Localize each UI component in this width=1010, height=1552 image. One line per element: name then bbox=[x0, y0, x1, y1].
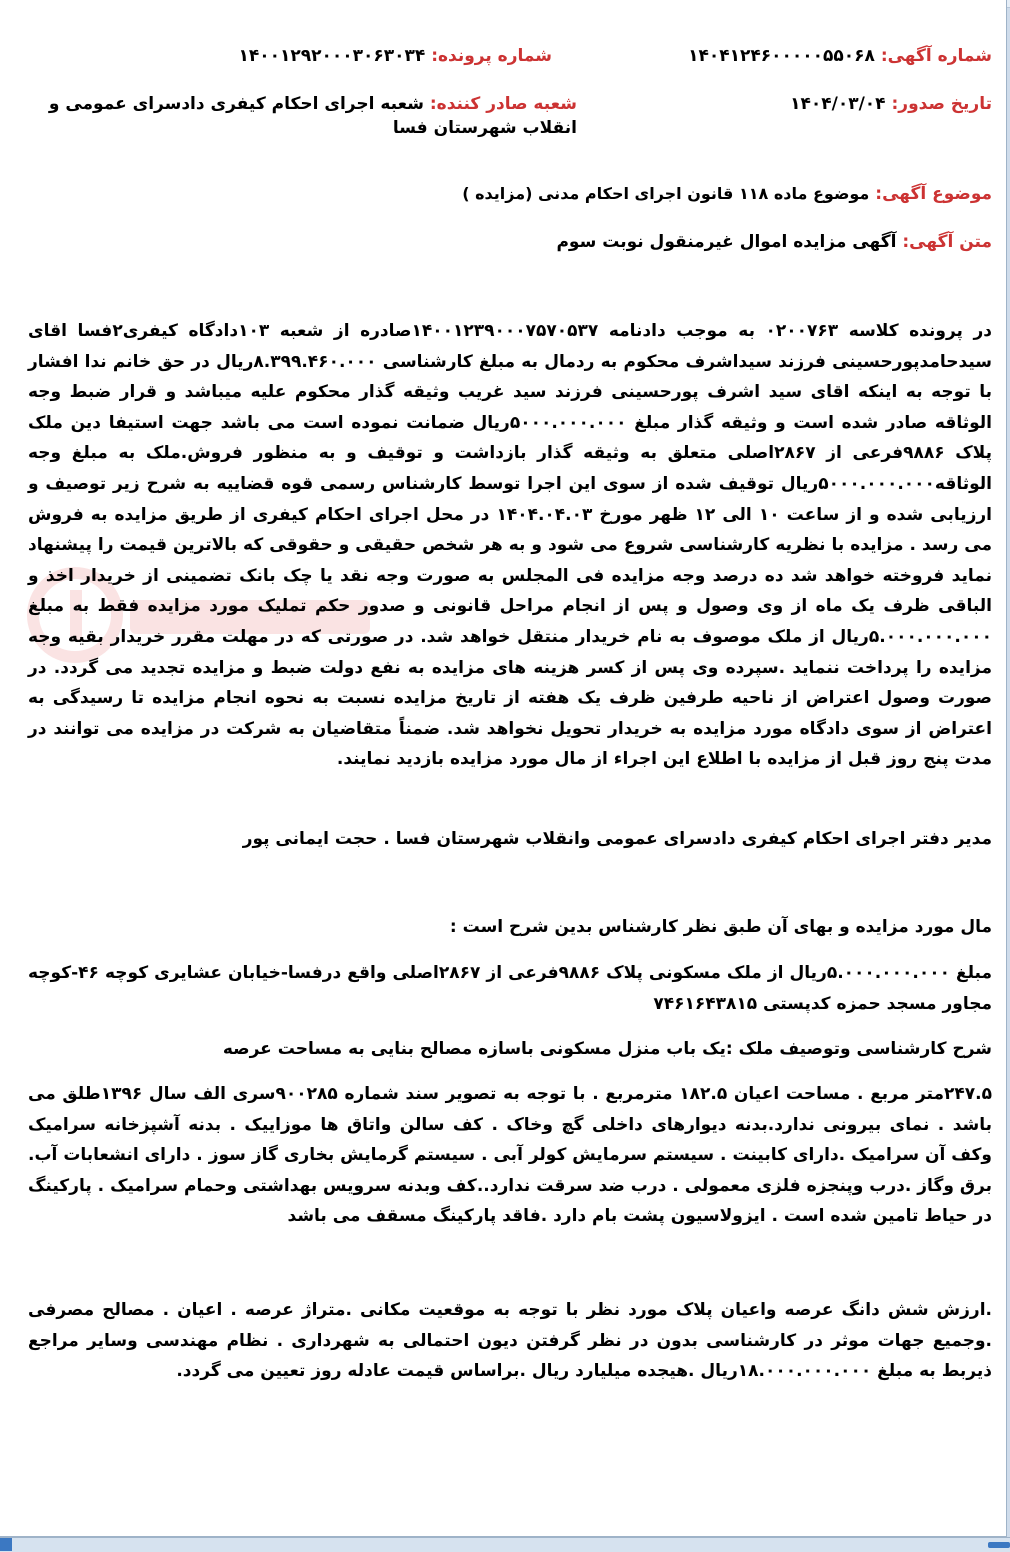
taskbar-tab bbox=[0, 1538, 12, 1551]
manager-signature: مدیر دفتر اجرای احکام کیفری دادسرای عمومی وانقلاب شهرستان فسا . حجت ایمانی پور bbox=[242, 829, 992, 849]
notice-content bbox=[28, 0, 992, 1530]
subject-field bbox=[462, 182, 992, 206]
case-number-value: ۱۴۰۰۱۲۹۲۰۰۰۳۰۶۳۰۳۴ bbox=[238, 46, 426, 66]
body-title: آگهی مزایده اموال غیرمنقول نوبت سوم bbox=[556, 232, 897, 252]
scrollbar-thumb[interactable] bbox=[988, 1542, 1010, 1548]
subject-value: موضوع ماده ۱۱۸ قانون اجرای احکام مدنی (مزایده ) bbox=[462, 184, 870, 203]
issue-date-label: تاریخ صدور: bbox=[891, 94, 992, 114]
body-title-field bbox=[556, 230, 992, 254]
ad-number-value: ۱۴۰۴۱۲۴۶۰۰۰۰۰۵۵۰۶۸ bbox=[688, 46, 875, 66]
main-paragraph: در پرونده کلاسه ۰۲۰۰۷۶۳ به موجب دادنامه ۱۴۰۰۱۲۳۹۰۰۰۷۵۷۰۵۳۷صادره از شعبه ۱۰۳دادگاه کیفری۲فسا اقای سیدحامدپورحسینی فرزند سیداشرف محکوم به ردمال به مبلغ کارشناسی ۸.۳۹۹.۴۶۰.۰۰۰ریال در حق خانم ندا افشار با توجه به اینکه اقای سید اشرف پورحسینی فرزند سید غریب وثیقه گذار محکوم علیه میباشد و قرار ضبط وجه الوثاقه صادر شده است و وثیقه گذار مبلغ ۵۰۰۰.۰۰۰.۰۰۰ریال ضمانت نموده است می باشد جهت استیفا دین ملک پلاک ۹۸۸۶فرعی از ۲۸۶۷اصلی متعلق به وثیقه گذار بازداشت و توقیف و به منظور فروش.ملک به مبلغ وجه الوثاقه۵۰۰۰.۰۰۰.۰۰۰ریال توقیف شده از سوی این اجرا توسط کارشناس رسمی قوه قضاییه به شرح زیر توصیف و ارزیابی شده و از ساعت ۱۰ الی ۱۲ ظهر مورخ ۱۴۰۴.۰۴.۰۳ در محل اجرای احکام کیفری از طریق مزایده به فروش می رسد . مزایده با نظریه کارشناسی شروع می شود و به هر شخص حقیقی و حقوقی که بالاترین قیمت را پیشنهاد نماید فروخته خواهد شد ده درصد وجه مزایده فی المجلس به صورت وجه نقد یا چک بانک تضمینی از خریدار اخذ و الباقی ظرف یک ماه از وی وصول و پس از انجام مراحل قانونی و صدور حکم تملیک مورد مزایده فقط به مبلغ ۵.۰۰۰.۰۰۰.۰۰۰ریال از ملک موصوف به نام خریدار منتقل خواهد شد. در صورتی که در مهلت مقرر خریدار بقیه وجه مزایده را پرداخت ننماید .سپرده وی پس از کسر هزینه های مزایده به نفع دولت ضبط و مزایده تجدید می گردد. در صورت وصول اعتراض از ناحیه طرفین ظرف یک هفته از تاریخ مزایده نسبت به نحوه انجام مزایده تا رسیدگی به اعتراض از سوی دادگاه مورد مزایده به خریدار تحویل نخواهد شد. ضمناً متقاضیان به شرکت در مزایده می توانند در مدت پنج روز قبل از مزایده با اطلاع این اجراء از مال مورد مزایده بازدید نمایند. bbox=[28, 321, 992, 770]
body-label: متن آگهی: bbox=[902, 232, 992, 252]
case-number-field bbox=[238, 44, 552, 68]
issuer-label: شعبه صادر کننده: bbox=[429, 94, 577, 114]
case-number-label: شماره پرونده: bbox=[431, 46, 552, 66]
horizontal-scrollbar[interactable] bbox=[0, 1537, 1010, 1552]
issuer-value: شعبه اجرای احکام کیفری دادسرای عمومی و انقلاب شهرستان فسا bbox=[48, 94, 577, 138]
ad-number-label: شماره آگهی: bbox=[880, 46, 992, 66]
issuer-field bbox=[29, 92, 577, 140]
subject-label: موضوع آگهی: bbox=[875, 184, 992, 204]
ad-number-field bbox=[688, 44, 992, 68]
description-text: ۲۴۷.۵متر مربع . مساحت اعیان ۱۸۲.۵ مترمربع . با توجه به تصویر سند شماره ۹۰۰۲۸۵سری الف سال ۱۳۹۶طلق می باشد . نمای بیرونی ندارد.بدنه دیوارهای داخلی گچ وخاک . کف سالن واتاق ها موزاییک . بدنه آشپزخانه سرامیک وکف آن سرامیک .دارای کابینت . سیستم سرمایش کولر آبی . سیستم گرمایش بخاری گاز سوز . دارای انشعابات آب. برق وگاز .درب وپنجزه فلزی معمولی . درب ضد سرقت ندارد..کف وبدنه سرویس بهداشتی وحمام سرامیک . پارکینگ در حیاط تامین شده است . ایزولاسیون پشت بام دارد .فاقد پارکینگ مسقف می باشد bbox=[28, 1084, 992, 1227]
issue-date-value: ۱۴۰۴/۰۳/۰۴ bbox=[790, 94, 886, 114]
property-price: مبلغ ۵.۰۰۰.۰۰۰.۰۰۰ریال از ملک مسکونی پلاک ۹۸۸۶فرعی از ۲۸۶۷اصلی واقع درفسا-خیابان عشایری کوچه ۴۶-کوچه مجاور مسجد حمزه کدپستی ۷۴۶۱۶۴۳۸۱۵ bbox=[28, 963, 993, 1014]
description-heading: شرح کارشناسی وتوصیف ملک :یک باب منزل مسکونی باسازه مصالح بنایی به مساحت عرصه bbox=[222, 1039, 992, 1059]
property-intro: مال مورد مزایده و بهای آن طبق نظر کارشناس بدین شرح است : bbox=[449, 917, 992, 937]
value-paragraph: .ارزش شش دانگ عرصه واعیان پلاک مورد نظر با توجه به موقعیت مکانی .متراژ عرصه . اعیان . مصالح مصرفی .وجمیع جهات موثر در کارشناسی بدون در نظر گرفتن دیون احتمالی به شهرداری . نظام مهندسی وسایر مراجع ذیربط به مبلغ ۱۸.۰۰۰.۰۰۰.۰۰۰ریال .هیجده میلیارد ریال .براساس قیمت عادله روز تعیین می گردد. bbox=[28, 1300, 992, 1382]
issue-date-field bbox=[790, 92, 992, 116]
